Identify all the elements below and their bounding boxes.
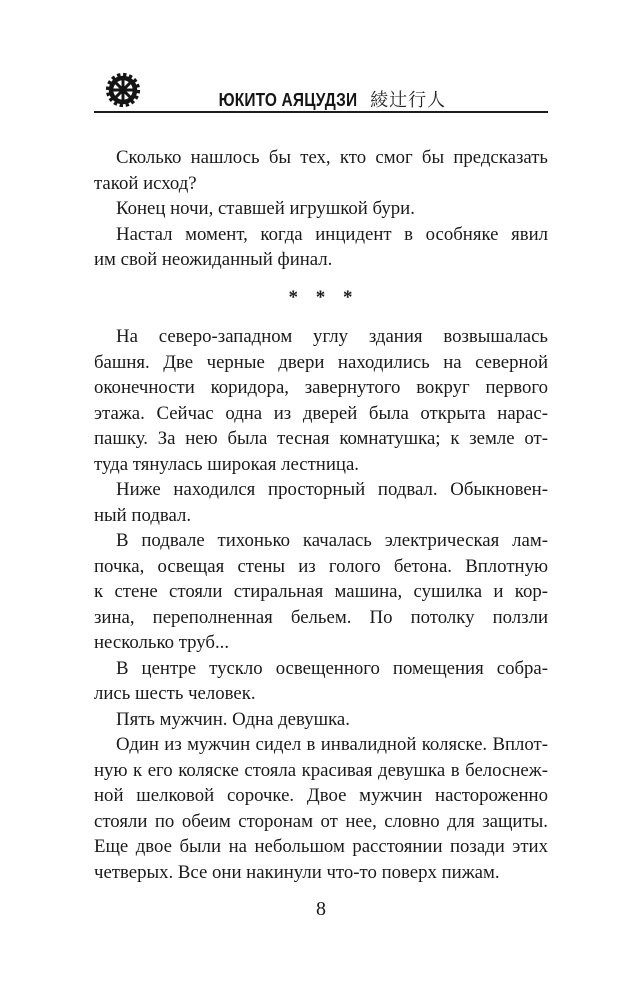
paragraph: [94, 707, 548, 733]
text-line: Ниже находился просторный подвал. Обыкновен-: [116, 479, 548, 500]
paragraph: [94, 145, 548, 196]
paragraph: [94, 222, 548, 273]
author-name-cyrillic: ЮКИТО АЯЦУДЗИ: [218, 90, 358, 110]
running-head: [94, 86, 548, 111]
text-line: ной шелковой сорочке. Двое мужчин настороженно: [94, 785, 548, 806]
text-line: Пять мужчин. Одна девушка.: [116, 708, 350, 730]
text-line: Настал момент, когда инцидент в особняке явил: [116, 223, 548, 245]
text-line: к стене стояли стиральная машина, сушилка и кор-: [94, 581, 548, 602]
text-line: На северо-западном углу здания возвышалась: [116, 326, 548, 347]
text-line: четверых. Все они накинули что-то поверх пижам.: [94, 861, 500, 883]
author-name-cjk: 綾辻行人: [370, 90, 447, 111]
text-line: стояли по обеим сторонам от нее, словно для защиты.: [94, 810, 548, 832]
text-line: Конец ночи, ставшей игрушкой бури.: [116, 198, 415, 219]
paragraph: [94, 324, 548, 477]
text-line: такой исход?: [94, 172, 197, 194]
header-rule: [94, 111, 548, 113]
text-line: этажа. Сейчас одна из дверей была открыта нарас-: [94, 402, 548, 424]
text-line: оконечности коридора, завернутого вокруг первого: [94, 377, 548, 398]
text-line: Один из мужчин сидел в инвалидной коляске. Вплот-: [116, 734, 548, 755]
text-line: Сколько нашлось бы тех, кто смог бы предсказать: [116, 147, 548, 168]
paragraph: [94, 477, 548, 528]
text-line: ную к его коляске стояла красивая девушка в белоснеж-: [94, 759, 548, 781]
text-line: Еще двое были на небольшом расстоянии позади этих: [94, 836, 548, 857]
text-line: им свой неожиданный финал.: [94, 249, 333, 270]
paragraph: [94, 196, 548, 222]
paragraph: [94, 656, 548, 707]
text-line: почка, освещая стены из голого бетона. Вплотную: [94, 555, 548, 577]
page-number: 8: [316, 898, 326, 920]
text-line: В центре тускло освещенного помещения собра-: [116, 657, 548, 679]
text-line: туда тянулась широкая лестница.: [94, 453, 359, 475]
body-text: [94, 145, 548, 885]
text-line: пашку. За нею была тесная комнатушка; к земле от-: [94, 428, 548, 449]
text-line: ный подвал.: [94, 504, 192, 526]
text-line: несколько труб...: [94, 632, 230, 653]
page-header: [94, 0, 548, 118]
paragraph: [94, 528, 548, 656]
paragraph: [94, 732, 548, 885]
text-line: лись шесть человек.: [94, 683, 256, 704]
text-line: башня. Две черные двери находились на северной: [94, 351, 548, 373]
text-line: зина, переполненная бельем. По потолку ползли: [94, 606, 548, 628]
section-separator: * * *: [288, 286, 354, 308]
text-line: В подвале тихонько качалась электрическая лам-: [116, 530, 548, 551]
